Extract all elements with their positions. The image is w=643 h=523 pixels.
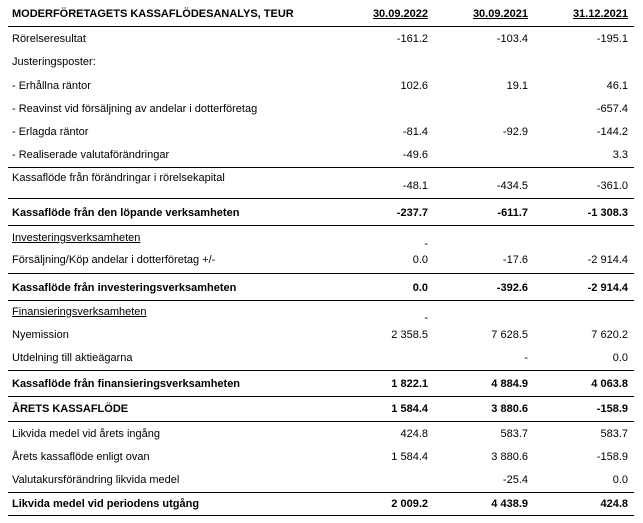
value-2021-09-30: -392.6: [496, 282, 528, 294]
value-2022-09-30: -49.6: [402, 149, 428, 161]
value-2021-12-31: 4 063.8: [591, 378, 628, 390]
table-title: MODERFÖRETAGETS KASSAFLÖDESANALYS, TEUR: [12, 8, 294, 20]
value-2021-12-31: -195.1: [596, 33, 628, 45]
value-2021-12-31: 0.0: [612, 352, 628, 364]
row-label: - Erlagda räntor: [12, 126, 89, 138]
value-2021-12-31: 583.7: [600, 428, 628, 440]
divider: [8, 300, 634, 301]
value-2021-09-30: -434.5: [496, 180, 528, 192]
divider: [8, 396, 634, 397]
row-label: Försäljning/Köp andelar i dotterföretag +/-: [12, 254, 216, 266]
value-2022-09-30: 0.0: [412, 282, 428, 294]
value-2021-09-30: 3 880.6: [491, 403, 528, 415]
row-label: Justeringsposter:: [12, 56, 96, 68]
row-label: Rörelseresultat: [12, 33, 86, 45]
row-label: Utdelning till aktieägarna: [12, 352, 133, 364]
value-2021-09-30: 19.1: [506, 80, 528, 92]
divider: [8, 167, 634, 168]
row-label: Kassaflöde från den löpande verksamheten: [12, 207, 240, 219]
divider: [8, 515, 634, 516]
row-label: Kassaflöde från investeringsverksamheten: [12, 282, 237, 294]
value-2022-09-30: -: [424, 238, 428, 250]
row-label: Årets kassaflöde enligt ovan: [12, 451, 150, 463]
value-2021-09-30: 7 628.5: [491, 329, 528, 341]
value-2021-12-31: -1 308.3: [587, 207, 628, 219]
value-2021-12-31: -361.0: [596, 180, 628, 192]
value-2021-12-31: -657.4: [596, 103, 628, 115]
row-label: Valutakursförändring likvida medel: [12, 474, 180, 486]
value-2022-09-30: -: [424, 312, 428, 324]
column-header-2022-09-30: 30.09.2022: [372, 8, 428, 20]
value-2021-09-30: 583.7: [500, 428, 528, 440]
row-label: Kassaflöde från förändringar i rörelsekapital: [12, 172, 225, 184]
value-2021-09-30: -103.4: [496, 33, 528, 45]
value-2022-09-30: 1 822.1: [391, 378, 428, 390]
row-label: Kassaflöde från finansieringsverksamheten: [12, 378, 241, 390]
divider: [8, 370, 634, 371]
value-2022-09-30: 0.0: [412, 254, 428, 266]
value-2022-09-30: 1 584.4: [391, 451, 428, 463]
value-2022-09-30: 2 009.2: [391, 498, 428, 510]
section-heading: Finansieringsverksamheten: [12, 306, 147, 318]
value-2021-12-31: 3.3: [612, 149, 628, 161]
value-2021-12-31: -2 914.4: [587, 254, 628, 266]
value-2022-09-30: 102.6: [400, 80, 428, 92]
value-2021-12-31: 0.0: [612, 474, 628, 486]
value-2021-09-30: -17.6: [502, 254, 528, 266]
value-2021-12-31: -2 914.4: [587, 282, 628, 294]
row-label: ÅRETS KASSAFLÖDE: [12, 403, 129, 415]
value-2021-09-30: 4 438.9: [491, 498, 528, 510]
value-2021-09-30: 4 884.9: [491, 378, 528, 390]
value-2021-09-30: -611.7: [497, 207, 528, 219]
row-label: - Erhållna räntor: [12, 80, 91, 92]
value-2021-12-31: 46.1: [606, 80, 628, 92]
section-heading: Investeringsverksamheten: [12, 232, 141, 244]
value-2022-09-30: -48.1: [402, 180, 428, 192]
value-2022-09-30: 424.8: [400, 428, 428, 440]
value-2021-12-31: -158.9: [596, 403, 628, 415]
value-2022-09-30: 2 358.5: [391, 329, 428, 341]
value-2021-12-31: -158.9: [596, 451, 628, 463]
row-label: Likvida medel vid periodens utgång: [12, 498, 200, 510]
row-label: Likvida medel vid årets ingång: [12, 428, 160, 440]
value-2022-09-30: -237.7: [396, 207, 428, 219]
row-label: Nyemission: [12, 329, 69, 341]
divider: [8, 492, 634, 493]
value-2022-09-30: -161.2: [396, 33, 428, 45]
value-2022-09-30: 1 584.4: [391, 403, 428, 415]
value-2021-09-30: -92.9: [502, 126, 528, 138]
value-2021-12-31: 7 620.2: [591, 329, 628, 341]
value-2022-09-30: -81.4: [402, 126, 428, 138]
value-2021-12-31: -144.2: [596, 126, 628, 138]
divider: [8, 225, 634, 226]
divider: [8, 421, 634, 422]
value-2021-09-30: -: [524, 352, 528, 364]
row-label: - Realiserade valutaförändringar: [12, 149, 170, 161]
column-header-2021-12-31: 31.12.2021: [572, 8, 628, 20]
divider: [8, 26, 634, 27]
row-label: - Reavinst vid försäljning av andelar i dotterföretag: [12, 103, 258, 115]
value-2021-12-31: 424.8: [600, 498, 628, 510]
divider: [8, 273, 634, 274]
value-2021-09-30: 3 880.6: [491, 451, 528, 463]
column-header-2021-09-30: 30.09.2021: [472, 8, 528, 20]
value-2021-09-30: -25.4: [502, 474, 528, 486]
divider: [8, 198, 634, 199]
